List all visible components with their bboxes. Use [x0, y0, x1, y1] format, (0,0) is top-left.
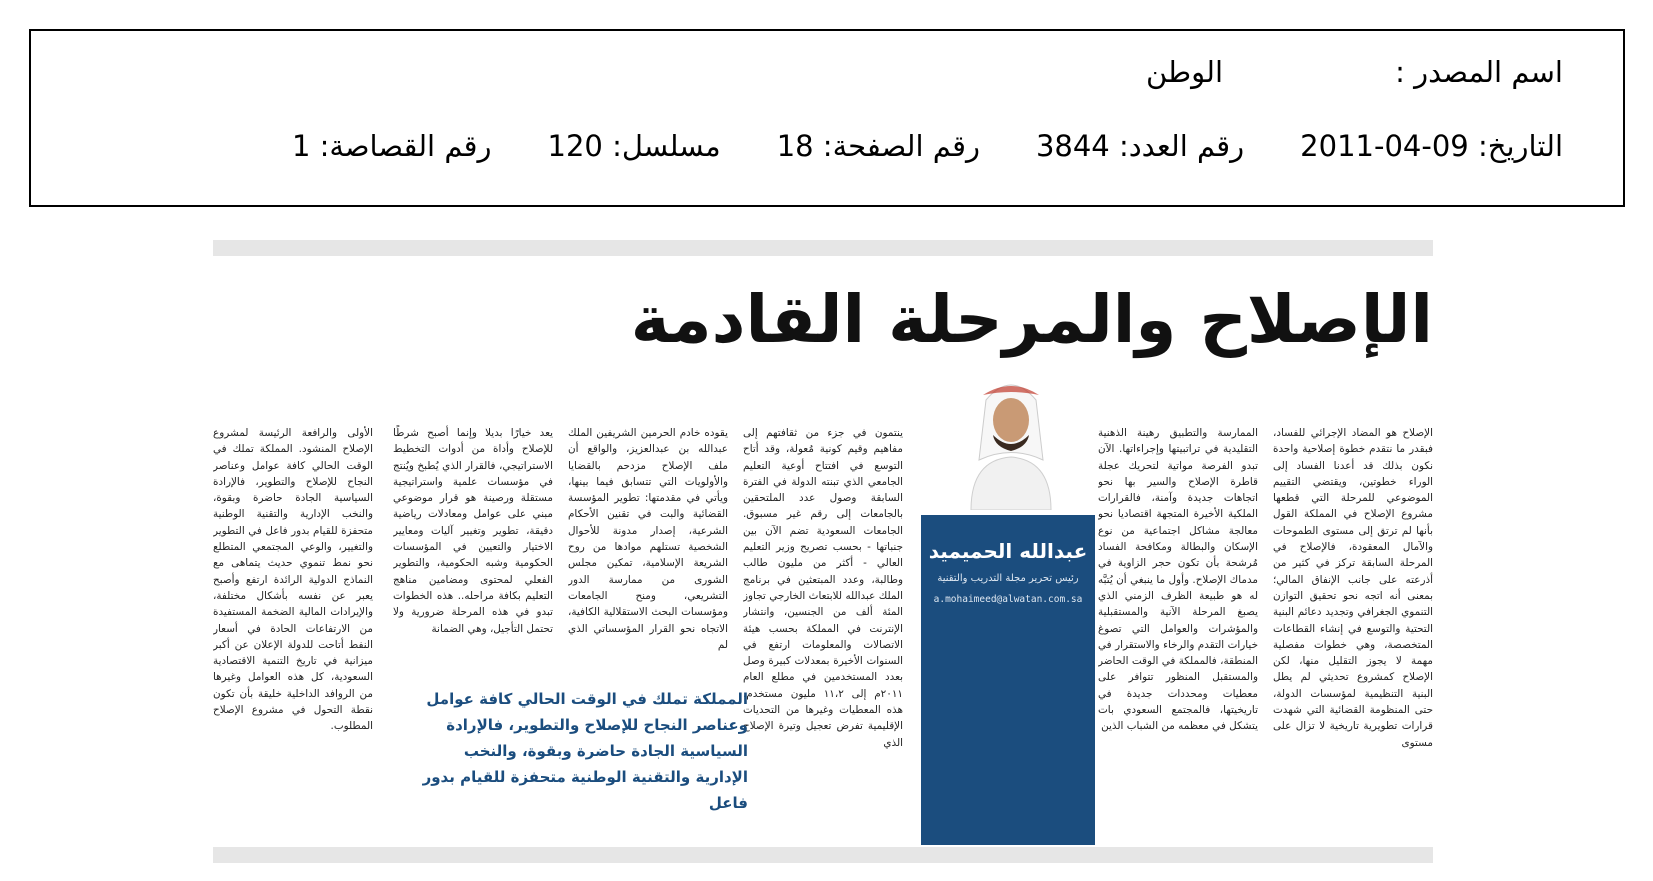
author-name: عبدالله الحميميد — [928, 539, 1088, 563]
article-column-4: يقوده خادم الحرمين الشريفين الملك عبدالله بن عبدالعزيز، والواقع أن ملف الإصلاح مزدحم بالقضايا والأولويات التي تتسابق فيما بينها، ويأتي في مقدمتها: تطوير المؤسسة القضائية والبت في تقنين الأحكام الشرعية، إصدار مدونة للأحوال الشخصية تستلهم موادها من روح الشريعة الإسلامية، تمكين مجلس الشورى من ممارسة الدور التشريعي، ومنح الجامعات ومؤسسات البحث الاستقلالية الكافية، الاتجاه نحو القرار المؤسساتي الذي لم — [568, 427, 728, 651]
page-field: رقم الصفحة: 18 — [776, 129, 980, 163]
author-box — [921, 515, 1095, 845]
source-info-box — [29, 29, 1625, 207]
meta-row — [292, 129, 1563, 163]
article-column-6: الأولى والرافعة الرئيسة لمشروع الإصلاح المنشود. المملكة تملك في الوقت الحالي كافة عوامل وعناصر النجاح للإصلاح والتطوير، فالإرادة السياسية الجادة حاضرة وبقوة، والنخب الإدارية والتقنية الوطنية متحفزة للقيام بدور فاعل في التطوير والتغيير، والوعي المجتمعي المتطلع نحو نمط تنموي حديث يتماهى مع النماذج الدولية الرائدة ارتفع وأصبح يعبر عن نفسه بأشكال مختلفة، والإيرادات المالية الضخمة المستفيدة من الارتفاعات الحادة في أسعار النفط أتاحت للدولة الإعلان عن أكبر ميزانية في تاريخ التنمية الاقتصادية السعودية، كل هذه العوامل وغيرها من الروافد الداخلية خليقة بأن تكون نقطة التحول في مشروع الإصلاح المطلوب. — [213, 427, 373, 733]
article-column-5: يعد خيارًا بديلا وإنما أصبح شرطًا للإصلاح وأداة من أدوات التخطيط الاستراتيجي، فالقرار الذي يُطبخ ويُنتج في مؤسسات علمية واستراتيجية مستقلة ورصينة هو قرار موضوعي مبني على عوامل ومعادلات رياضية دقيقة، تطوير وتغيير آليات ومعايير الاختيار والتعيين في المؤسسات الحكومية وشبه الحكومية، والتطوير الفعلي لمحتوى ومضامين مناهج التعليم بكافة مراحله.. هذه الخطوات تبدو في هذه المرحلة ضرورية ولا تحتمل التأجيل، وهي الضمانة — [393, 427, 553, 635]
source-value: الوطن — [1145, 55, 1223, 89]
article-column-2: الممارسة والتطبيق رهينة الذهنية التقليدية في تراتبيتها وإجراءاتها. الآن تبدو الفرصة مواتية لتحريك عجلة قاطرة الإصلاح والسير بها نحو اتجاهات جديدة وآمنة، فالقرارات الملكية الأخيرة المتجهة اقتصاديا نحو معالجة مشاكل اجتماعية من نوع الإسكان والبطالة ومكافحة الفساد مُرشحة بأن تكون حجر الزاوية في مدماك الإصلاح. وأول ما ينبغي أن يُتبَّه له هو طبيعة الظرف الزمني الذي يصبغ المرحلة الآنية والمستقبلية والمؤشرات والعوامل التي تصوغ خيارات التقدم والرخاء والاستقرار في المنطقة، فالمملكة في الوقت الحاضر والمستقبل المنظور تتوافر على معطيات ومحددات جديدة في تاريخيتها، فالمجتمع السعودي بات يتشكل في معظمه من الشباب الذين — [1098, 427, 1258, 733]
author-photo — [931, 365, 1091, 510]
top-rule — [213, 240, 1433, 256]
serial-field: مسلسل: 120 — [547, 129, 721, 163]
source-label: اسم المصدر : — [1395, 55, 1563, 89]
author-title: رئيس تحرير مجلة التدريب والتقنية — [937, 573, 1079, 584]
pull-quote: المملكة تملك في الوقت الحالي كافة عوامل وعناصر النجاح للإصلاح والتطوير، فالإرادة السياسية الجادة حاضرة وبقوة، والنخب الإدارية والتقنية الوطنية متحفزة للقيام بدور فاعل — [422, 690, 748, 812]
clip-number-field: رقم القصاصة: 1 — [291, 129, 492, 163]
article-column-3: ينتمون في جزء من ثقافتهم إلى مفاهيم وقيم كونية مُعولة، وقد أتاح التوسع في افتتاح أوعية التعليم الجامعي الذي تبنته الدولة في الفترة السابقة وصول عدد الملتحقين بالجامعات إلى رقم غير مسبوق. الجامعات السعودية تضم الآن بين جنباتها - بحسب تصريح وزير التعليم العالي - أكثر من مليون طالب وطالبة، وعدد المبتعثين في برنامج الملك عبدالله للابتعاث الخارجي تجاوز المئة ألف من الجنسين، وانتشار الإنترنت في المملكة بحسب هيئة الاتصالات والمعلومات ارتفع في السنوات الأخيرة بمعدلات كبيرة وصل بعدد المستخدمين في مطلع العام ٢٠١١م إلى ١١،٢ مليون مستخدم. هذه المعطيات وغيرها من التحديات الإقليمية تفرض تعجيل وتيرة الإصلاح الذي — [743, 427, 903, 749]
author-email: a.mohaimeed@alwatan.com.sa — [933, 594, 1083, 605]
issue-field: رقم العدد: 3844 — [1035, 129, 1245, 163]
article-column-1: الإصلاح هو المضاد الإجرائي للفساد، فبقدر ما نتقدم خطوة إصلاحية واحدة نكون بذلك قد أعدنا الفساد إلى الوراء خطوتين، ويقتضي التقييم الموضوعي للمرحلة التي قطعها مشروع الإصلاح في المملكة القول بأنها لم ترتق إلى مستوى الطموحات والآمال المعقودة، فالإصلاح في المرحلة السابقة تركز في كثير من أذرعته على جانب الإنفاق المالي؛ بمعنى أنه اتجه نحو تحقيق التوازن التنموي الجغرافي وتجديد دعائم البنية التحتية والتوسع في إنشاء القطاعات المتخصصة، وهي خطوات مفصلية مهمة لا يجوز التقليل منها، لكن الإصلاح كمشروع تحديثي لم يطل البنية التنظيمية لمؤسسات الدولة، حتى المنظومة القضائية التي شهدت قرارات تطويرية تاريخية لا تزال على مستوى — [1273, 427, 1433, 749]
newspaper-clipping — [213, 240, 1433, 863]
date-field: التاريخ: 09-04-2011 — [1300, 129, 1563, 163]
article-headline: الإصلاح والمرحلة القادمة — [630, 281, 1433, 358]
bottom-rule — [213, 847, 1433, 863]
